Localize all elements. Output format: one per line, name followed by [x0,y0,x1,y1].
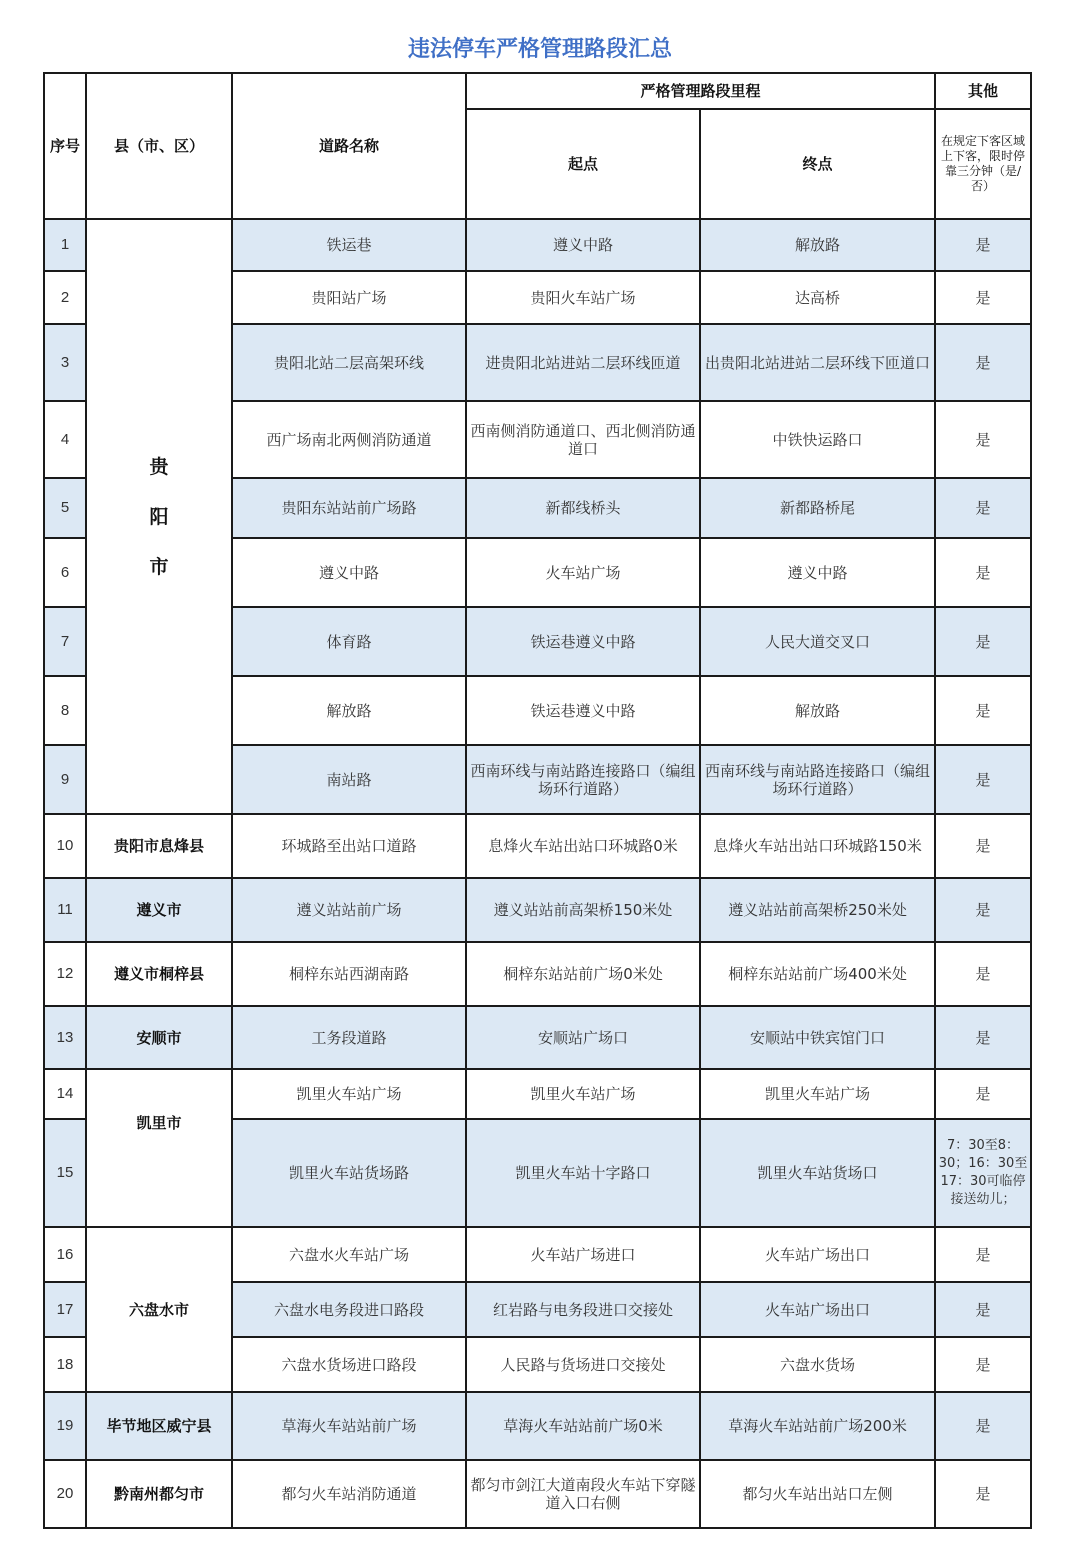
start-point: 凯里火车站广场 [466,1069,700,1119]
row-index: 16 [44,1227,86,1282]
table-row [44,1069,1031,1119]
county-char: 阳 [149,505,169,528]
header-index: 序号 [44,73,86,219]
start-point: 草海火车站站前广场0米 [466,1392,700,1460]
other-value: 是 [935,878,1031,942]
road-name: 解放路 [232,676,466,745]
end-point: 出贵阳北站进站二层环线下匝道口 [700,324,935,401]
road-name: 贵阳站广场 [232,271,466,324]
row-index: 19 [44,1392,86,1460]
end-point: 息烽火车站出站口环城路150米 [700,814,935,878]
other-value: 是 [935,538,1031,607]
other-value: 是 [935,1282,1031,1337]
start-point: 桐梓东站站前广场0米处 [466,942,700,1006]
road-name: 贵阳东站站前广场路 [232,478,466,538]
other-value: 是 [935,814,1031,878]
row-index: 13 [44,1006,86,1069]
end-point: 解放路 [700,676,935,745]
end-point: 遵义中路 [700,538,935,607]
end-point: 凯里火车站货场口 [700,1119,935,1227]
other-value: 是 [935,401,1031,478]
road-name: 草海火车站站前广场 [232,1392,466,1460]
end-point: 桐梓东站站前广场400米处 [700,942,935,1006]
row-index: 1 [44,219,86,271]
row-index: 4 [44,401,86,478]
parking-management-table [43,72,1032,1529]
road-name: 凯里火车站广场 [232,1069,466,1119]
start-point: 都匀市剑江大道南段火车站下穿隧道入口右侧 [466,1460,700,1528]
other-value: 是 [935,324,1031,401]
table-row [44,1460,1031,1528]
county-cell-kaili: 凯里市 [86,1069,232,1227]
row-index: 17 [44,1282,86,1337]
row-index: 20 [44,1460,86,1528]
county-cell-zunyi: 遵义市 [86,878,232,942]
road-name: 六盘水火车站广场 [232,1227,466,1282]
row-index: 5 [44,478,86,538]
start-point: 息烽火车站出站口环城路0米 [466,814,700,878]
county-cell-liupanshui: 六盘水市 [86,1227,232,1392]
other-value: 是 [935,1227,1031,1282]
road-name: 都匀火车站消防通道 [232,1460,466,1528]
end-point: 火车站广场出口 [700,1227,935,1282]
row-index: 15 [44,1119,86,1227]
table-row [44,814,1031,878]
road-name: 遵义站站前广场 [232,878,466,942]
end-point: 人民大道交叉口 [700,607,935,676]
other-value: 是 [935,1337,1031,1392]
start-point: 铁运巷遵义中路 [466,676,700,745]
county-cell-anshun: 安顺市 [86,1006,232,1069]
table-row [44,219,1031,271]
end-point: 新都路桥尾 [700,478,935,538]
end-point: 安顺站中铁宾馆门口 [700,1006,935,1069]
other-value: 是 [935,271,1031,324]
row-index: 9 [44,745,86,814]
start-point: 西南侧消防通道口、西北侧消防通道口 [466,401,700,478]
other-value: 7：30至8：30；16：30至17：30可临停接送幼儿； [935,1119,1031,1227]
other-value: 是 [935,1460,1031,1528]
end-point: 解放路 [700,219,935,271]
table-row [44,1227,1031,1282]
start-point: 西南环线与南站路连接路口（编组场环行道路） [466,745,700,814]
end-point: 都匀火车站出站口左侧 [700,1460,935,1528]
table-row [44,1006,1031,1069]
start-point: 火车站广场进口 [466,1227,700,1282]
road-name: 西广场南北两侧消防通道 [232,401,466,478]
row-index: 11 [44,878,86,942]
end-point: 中铁快运路口 [700,401,935,478]
road-name: 南站路 [232,745,466,814]
row-index: 10 [44,814,86,878]
end-point: 凯里火车站广场 [700,1069,935,1119]
road-name: 六盘水电务段进口路段 [232,1282,466,1337]
end-point: 六盘水货场 [700,1337,935,1392]
start-point: 新都线桥头 [466,478,700,538]
other-value: 是 [935,942,1031,1006]
row-index: 14 [44,1069,86,1119]
road-name: 体育路 [232,607,466,676]
start-point: 凯里火车站十字路口 [466,1119,700,1227]
start-point: 遵义中路 [466,219,700,271]
county-cell-guiyang [86,219,232,814]
county-cell-duyun: 黔南州都匀市 [86,1460,232,1528]
start-point: 红岩路与电务段进口交接处 [466,1282,700,1337]
start-point: 贵阳火车站广场 [466,271,700,324]
road-name: 桐梓东站西湖南路 [232,942,466,1006]
county-cell-xifeng: 贵阳市息烽县 [86,814,232,878]
end-point: 火车站广场出口 [700,1282,935,1337]
start-point: 火车站广场 [466,538,700,607]
other-value: 是 [935,219,1031,271]
start-point: 人民路与货场进口交接处 [466,1337,700,1392]
road-name: 环城路至出站口道路 [232,814,466,878]
other-value: 是 [935,676,1031,745]
row-index: 2 [44,271,86,324]
end-point: 达高桥 [700,271,935,324]
end-point: 西南环线与南站路连接路口（编组场环行道路） [700,745,935,814]
start-point: 铁运巷遵义中路 [466,607,700,676]
other-value: 是 [935,478,1031,538]
road-name: 凯里火车站货场路 [232,1119,466,1227]
road-name: 铁运巷 [232,219,466,271]
county-char: 贵 [149,455,169,478]
road-name: 工务段道路 [232,1006,466,1069]
other-value: 是 [935,1392,1031,1460]
end-point: 遵义站站前高架桥250米处 [700,878,935,942]
road-name: 遵义中路 [232,538,466,607]
row-index: 3 [44,324,86,401]
header-road-name: 道路名称 [232,73,466,219]
table-row [44,942,1031,1006]
header-start: 起点 [466,109,700,219]
start-point: 遵义站站前高架桥150米处 [466,878,700,942]
header-end: 终点 [700,109,935,219]
other-value: 是 [935,607,1031,676]
header-range-group: 严格管理路段里程 [466,73,935,109]
end-point: 草海火车站站前广场200米 [700,1392,935,1460]
county-char: 市 [149,555,169,578]
header-county: 县（市、区） [86,73,232,219]
row-index: 7 [44,607,86,676]
county-cell-tongzi: 遵义市桐梓县 [86,942,232,1006]
start-point: 进贵阳北站进站二层环线匝道 [466,324,700,401]
row-index: 12 [44,942,86,1006]
county-cell-weining: 毕节地区威宁县 [86,1392,232,1460]
header-other-group: 其他 [935,73,1031,109]
other-value: 是 [935,1006,1031,1069]
header-other-note: 在规定下客区域上下客，限时停靠三分钟（是/否） [935,109,1031,219]
row-index: 18 [44,1337,86,1392]
row-index: 6 [44,538,86,607]
table-row [44,1392,1031,1460]
row-index: 8 [44,676,86,745]
road-name: 贵阳北站二层高架环线 [232,324,466,401]
start-point: 安顺站广场口 [466,1006,700,1069]
document-title: 违法停车严格管理路段汇总 [407,36,672,62]
other-value: 是 [935,745,1031,814]
road-name: 六盘水货场进口路段 [232,1337,466,1392]
table-row [44,878,1031,942]
other-value: 是 [935,1069,1031,1119]
